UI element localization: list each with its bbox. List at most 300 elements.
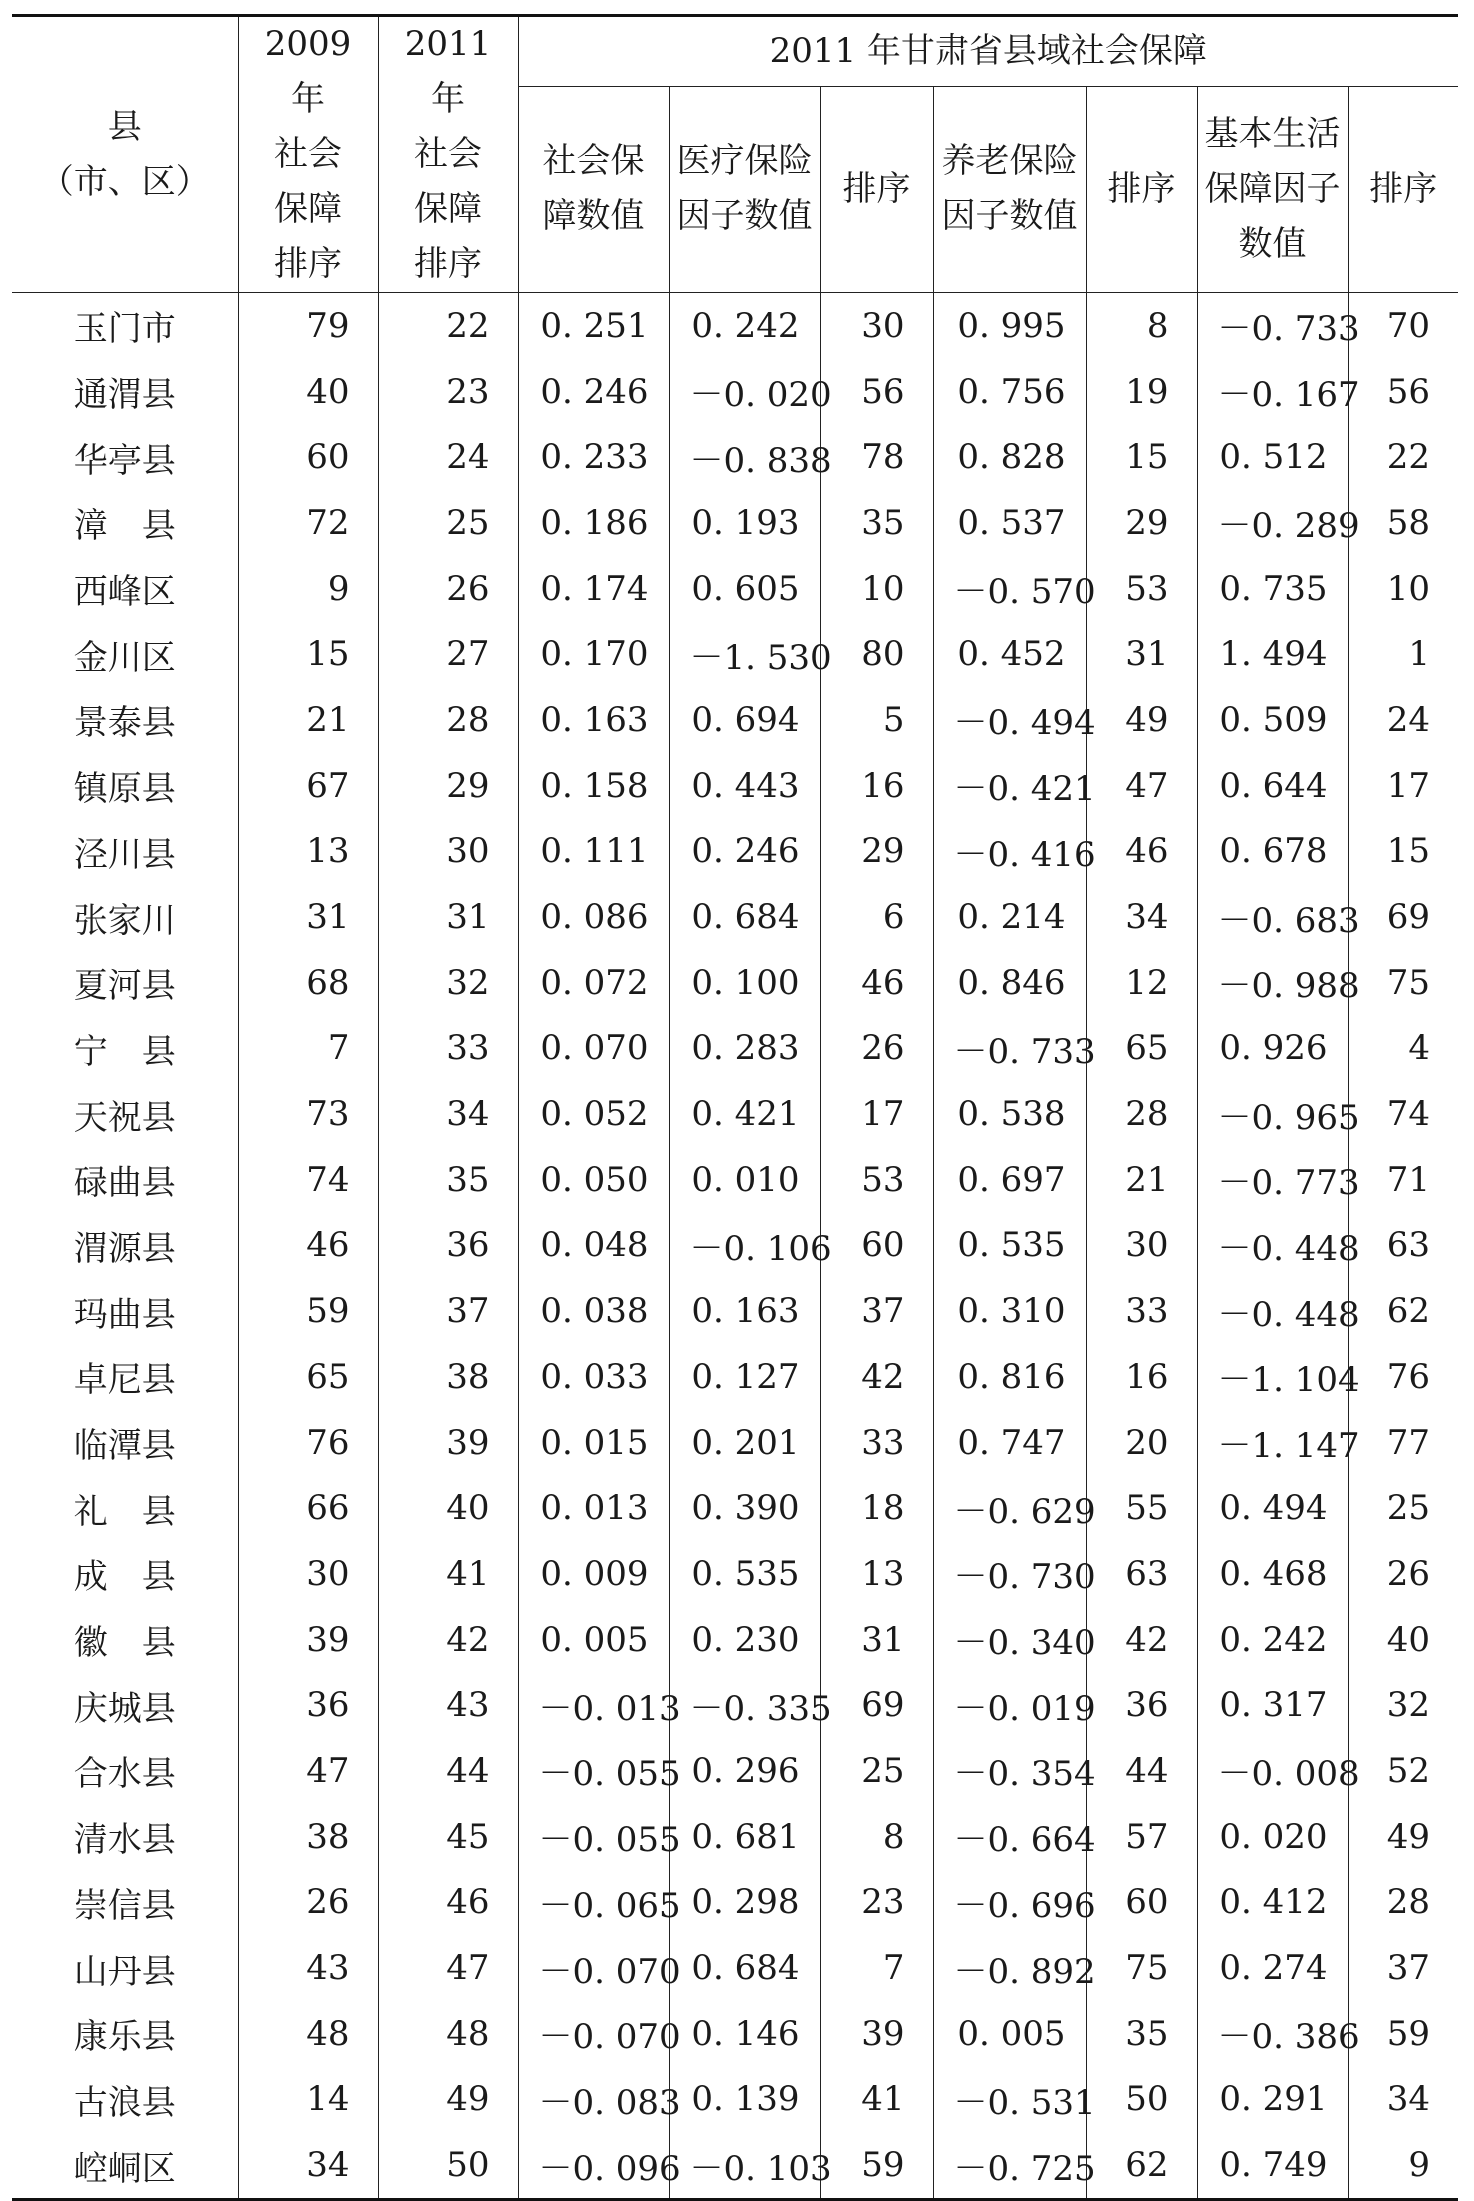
table-row (12, 2132, 1458, 2199)
cell-basic-living-rank: 74 (1348, 1081, 1458, 1147)
cell-pension-factor: －0. 730 (933, 1541, 1086, 1607)
cell-medical-rank: 30 (820, 293, 933, 359)
cell-medical-factor: －0. 335 (669, 1672, 820, 1738)
cell-social-security-value: 0. 005 (518, 1607, 669, 1673)
cell-basic-living-factor: 0. 291 (1197, 2067, 1348, 2133)
table-row (12, 819, 1458, 885)
cell-pension-rank: 8 (1086, 293, 1197, 359)
cell-medical-rank: 8 (820, 1804, 933, 1870)
cell-pension-factor: －0. 494 (933, 687, 1086, 753)
cell-social-security-value: 0. 048 (518, 1213, 669, 1279)
cell-basic-living-rank: 58 (1348, 490, 1458, 556)
cell-social-security-value: 0. 009 (518, 1541, 669, 1607)
cell-rank-2011: 47 (378, 1935, 518, 2001)
cell-basic-living-factor: 0. 509 (1197, 687, 1348, 753)
cell-basic-living-factor: 0. 412 (1197, 1870, 1348, 1936)
cell-medical-rank: 80 (820, 621, 933, 687)
cell-basic-living-factor: 0. 242 (1197, 1607, 1348, 1673)
cell-basic-living-rank: 52 (1348, 1738, 1458, 1804)
cell-pension-factor: 0. 995 (933, 293, 1086, 359)
table-row (12, 1344, 1458, 1410)
cell-medical-factor: 0. 605 (669, 556, 820, 622)
cell-county: 成 县 (12, 1541, 238, 1607)
cell-county: 天祝县 (12, 1081, 238, 1147)
cell-pension-rank: 53 (1086, 556, 1197, 622)
cell-medical-factor: －0. 020 (669, 359, 820, 425)
cell-pension-rank: 35 (1086, 2001, 1197, 2067)
cell-basic-living-factor: 0. 317 (1197, 1672, 1348, 1738)
cell-medical-factor: 0. 010 (669, 1147, 820, 1213)
cell-basic-living-factor: 0. 274 (1197, 1935, 1348, 2001)
cell-basic-living-factor: －0. 289 (1197, 490, 1348, 556)
cell-rank-2011: 22 (378, 293, 518, 359)
cell-basic-living-factor: －0. 683 (1197, 884, 1348, 950)
cell-county: 宁 县 (12, 1016, 238, 1082)
cell-basic-living-rank: 10 (1348, 556, 1458, 622)
cell-rank-2009: 67 (238, 753, 378, 819)
cell-rank-2011: 34 (378, 1081, 518, 1147)
table-row (12, 621, 1458, 687)
cell-basic-living-rank: 28 (1348, 1870, 1458, 1936)
cell-medical-factor: 0. 681 (669, 1804, 820, 1870)
cell-medical-rank: 26 (820, 1016, 933, 1082)
cell-rank-2011: 39 (378, 1410, 518, 1476)
table-row (12, 687, 1458, 753)
cell-pension-factor: －0. 340 (933, 1607, 1086, 1673)
header-basic-living-factor: 基本生活 保障因子 数值 (1197, 86, 1348, 292)
cell-rank-2011: 29 (378, 753, 518, 819)
cell-rank-2009: 74 (238, 1147, 378, 1213)
cell-county: 清水县 (12, 1804, 238, 1870)
table-row (12, 1738, 1458, 1804)
cell-basic-living-rank: 63 (1348, 1213, 1458, 1279)
cell-medical-rank: 25 (820, 1738, 933, 1804)
cell-pension-rank: 47 (1086, 753, 1197, 819)
cell-pension-factor: 0. 816 (933, 1344, 1086, 1410)
header-pension-rank: 排序 (1086, 86, 1197, 292)
cell-basic-living-rank: 1 (1348, 621, 1458, 687)
cell-medical-rank: 16 (820, 753, 933, 819)
cell-basic-living-factor: －0. 448 (1197, 1213, 1348, 1279)
header-county: 县 （市、区） (12, 16, 238, 293)
cell-pension-factor: 0. 537 (933, 490, 1086, 556)
cell-medical-rank: 39 (820, 2001, 933, 2067)
cell-medical-rank: 31 (820, 1607, 933, 1673)
cell-pension-factor: 0. 828 (933, 424, 1086, 490)
cell-basic-living-factor: －0. 386 (1197, 2001, 1348, 2067)
cell-rank-2011: 32 (378, 950, 518, 1016)
cell-pension-rank: 62 (1086, 2132, 1197, 2199)
cell-basic-living-rank: 34 (1348, 2067, 1458, 2133)
cell-basic-living-factor: －0. 965 (1197, 1081, 1348, 1147)
cell-basic-living-rank: 9 (1348, 2132, 1458, 2199)
cell-rank-2011: 37 (378, 1278, 518, 1344)
cell-pension-factor: 0. 846 (933, 950, 1086, 1016)
cell-county: 合水县 (12, 1738, 238, 1804)
cell-rank-2011: 31 (378, 884, 518, 950)
cell-county: 崇信县 (12, 1870, 238, 1936)
cell-basic-living-rank: 25 (1348, 1475, 1458, 1541)
table-row (12, 1016, 1458, 1082)
cell-pension-factor: －0. 570 (933, 556, 1086, 622)
cell-county: 崆峒区 (12, 2132, 238, 2199)
cell-medical-factor: 0. 296 (669, 1738, 820, 1804)
cell-social-security-value: －0. 065 (518, 1870, 669, 1936)
cell-rank-2011: 28 (378, 687, 518, 753)
cell-basic-living-rank: 49 (1348, 1804, 1458, 1870)
cell-medical-rank: 37 (820, 1278, 933, 1344)
cell-social-security-value: －0. 096 (518, 2132, 669, 2199)
cell-basic-living-rank: 62 (1348, 1278, 1458, 1344)
cell-pension-factor: －0. 892 (933, 1935, 1086, 2001)
cell-pension-rank: 28 (1086, 1081, 1197, 1147)
cell-basic-living-factor: －0. 448 (1197, 1278, 1348, 1344)
cell-medical-rank: 29 (820, 819, 933, 885)
cell-rank-2009: 13 (238, 819, 378, 885)
cell-rank-2011: 40 (378, 1475, 518, 1541)
cell-rank-2009: 65 (238, 1344, 378, 1410)
cell-rank-2011: 33 (378, 1016, 518, 1082)
cell-pension-rank: 34 (1086, 884, 1197, 950)
cell-pension-rank: 36 (1086, 1672, 1197, 1738)
cell-basic-living-factor: －0. 988 (1197, 950, 1348, 1016)
cell-medical-rank: 59 (820, 2132, 933, 2199)
cell-rank-2011: 43 (378, 1672, 518, 1738)
cell-county: 漳 县 (12, 490, 238, 556)
table-row (12, 359, 1458, 425)
cell-medical-factor: 0. 201 (669, 1410, 820, 1476)
cell-rank-2011: 44 (378, 1738, 518, 1804)
cell-basic-living-rank: 4 (1348, 1016, 1458, 1082)
table-row (12, 1870, 1458, 1936)
cell-county: 西峰区 (12, 556, 238, 622)
cell-county: 古浪县 (12, 2067, 238, 2133)
cell-pension-rank: 44 (1086, 1738, 1197, 1804)
cell-basic-living-rank: 75 (1348, 950, 1458, 1016)
cell-rank-2009: 48 (238, 2001, 378, 2067)
cell-medical-factor: 0. 298 (669, 1870, 820, 1936)
table-row (12, 1607, 1458, 1673)
cell-rank-2011: 48 (378, 2001, 518, 2067)
cell-medical-rank: 17 (820, 1081, 933, 1147)
cell-pension-rank: 29 (1086, 490, 1197, 556)
cell-medical-rank: 69 (820, 1672, 933, 1738)
table-row (12, 293, 1458, 359)
cell-social-security-value: 0. 070 (518, 1016, 669, 1082)
cell-rank-2009: 30 (238, 1541, 378, 1607)
cell-social-security-value: －0. 083 (518, 2067, 669, 2133)
header-basic-living-rank: 排序 (1348, 86, 1458, 292)
table-row (12, 1475, 1458, 1541)
cell-social-security-value: 0. 246 (518, 359, 669, 425)
cell-medical-factor: 0. 694 (669, 687, 820, 753)
cell-pension-rank: 50 (1086, 2067, 1197, 2133)
table-row (12, 490, 1458, 556)
cell-medical-rank: 46 (820, 950, 933, 1016)
table-row (12, 1147, 1458, 1213)
cell-medical-rank: 35 (820, 490, 933, 556)
cell-rank-2009: 73 (238, 1081, 378, 1147)
cell-medical-factor: 0. 100 (669, 950, 820, 1016)
table-row (12, 1804, 1458, 1870)
header-rank-2009: 2009 年 社会 保障 排序 (238, 16, 378, 293)
cell-pension-rank: 60 (1086, 1870, 1197, 1936)
cell-medical-rank: 78 (820, 424, 933, 490)
header-medical-rank: 排序 (820, 86, 933, 292)
cell-social-security-value: 0. 174 (518, 556, 669, 622)
cell-medical-rank: 53 (820, 1147, 933, 1213)
cell-pension-rank: 21 (1086, 1147, 1197, 1213)
cell-basic-living-rank: 22 (1348, 424, 1458, 490)
cell-county: 镇原县 (12, 753, 238, 819)
cell-pension-factor: 0. 697 (933, 1147, 1086, 1213)
table-row (12, 884, 1458, 950)
cell-pension-rank: 31 (1086, 621, 1197, 687)
table-row (12, 2067, 1458, 2133)
cell-social-security-value: 0. 170 (518, 621, 669, 687)
cell-rank-2009: 43 (238, 1935, 378, 2001)
cell-rank-2011: 45 (378, 1804, 518, 1870)
cell-county: 金川区 (12, 621, 238, 687)
cell-pension-rank: 12 (1086, 950, 1197, 1016)
cell-pension-factor: －0. 696 (933, 1870, 1086, 1936)
cell-basic-living-factor: －0. 773 (1197, 1147, 1348, 1213)
cell-medical-factor: －0. 838 (669, 424, 820, 490)
table-row (12, 2001, 1458, 2067)
cell-basic-living-rank: 24 (1348, 687, 1458, 753)
cell-rank-2009: 7 (238, 1016, 378, 1082)
cell-rank-2011: 46 (378, 1870, 518, 1936)
table-row (12, 1278, 1458, 1344)
cell-pension-factor: 0. 747 (933, 1410, 1086, 1476)
cell-pension-rank: 33 (1086, 1278, 1197, 1344)
cell-social-security-value: －0. 055 (518, 1738, 669, 1804)
cell-basic-living-factor: －1. 104 (1197, 1344, 1348, 1410)
cell-pension-factor: －0. 354 (933, 1738, 1086, 1804)
cell-medical-factor: 0. 139 (669, 2067, 820, 2133)
header-group-title: 2011 年甘肃省县域社会保障 (518, 16, 1458, 87)
cell-rank-2011: 50 (378, 2132, 518, 2199)
table-row (12, 1541, 1458, 1607)
table-row (12, 1935, 1458, 2001)
cell-pension-rank: 42 (1086, 1607, 1197, 1673)
cell-rank-2011: 42 (378, 1607, 518, 1673)
cell-rank-2009: 36 (238, 1672, 378, 1738)
cell-pension-factor: －0. 725 (933, 2132, 1086, 2199)
cell-county: 玉门市 (12, 293, 238, 359)
cell-basic-living-rank: 59 (1348, 2001, 1458, 2067)
cell-rank-2009: 66 (238, 1475, 378, 1541)
table-row (12, 753, 1458, 819)
cell-rank-2009: 39 (238, 1607, 378, 1673)
cell-pension-rank: 15 (1086, 424, 1197, 490)
cell-rank-2009: 40 (238, 359, 378, 425)
cell-rank-2009: 59 (238, 1278, 378, 1344)
cell-basic-living-rank: 56 (1348, 359, 1458, 425)
table-row (12, 1213, 1458, 1279)
cell-county: 通渭县 (12, 359, 238, 425)
cell-rank-2011: 36 (378, 1213, 518, 1279)
cell-county: 碌曲县 (12, 1147, 238, 1213)
cell-rank-2011: 26 (378, 556, 518, 622)
cell-county: 夏河县 (12, 950, 238, 1016)
table-row (12, 1672, 1458, 1738)
cell-medical-factor: 0. 443 (669, 753, 820, 819)
cell-rank-2011: 38 (378, 1344, 518, 1410)
header-social-security-value: 社会保 障数值 (518, 86, 669, 292)
cell-basic-living-factor: －0. 733 (1197, 293, 1348, 359)
cell-basic-living-factor: －1. 147 (1197, 1410, 1348, 1476)
cell-basic-living-rank: 40 (1348, 1607, 1458, 1673)
cell-basic-living-factor: 0. 749 (1197, 2132, 1348, 2199)
cell-medical-rank: 13 (820, 1541, 933, 1607)
cell-pension-rank: 46 (1086, 819, 1197, 885)
cell-pension-rank: 30 (1086, 1213, 1197, 1279)
cell-pension-factor: －0. 531 (933, 2067, 1086, 2133)
cell-medical-factor: 0. 684 (669, 1935, 820, 2001)
cell-rank-2009: 38 (238, 1804, 378, 1870)
cell-medical-rank: 23 (820, 1870, 933, 1936)
cell-social-security-value: 0. 158 (518, 753, 669, 819)
cell-basic-living-rank: 26 (1348, 1541, 1458, 1607)
cell-social-security-value: 0. 052 (518, 1081, 669, 1147)
cell-medical-factor: 0. 163 (669, 1278, 820, 1344)
cell-pension-factor: 0. 005 (933, 2001, 1086, 2067)
cell-medical-factor: 0. 127 (669, 1344, 820, 1410)
cell-county: 张家川 (12, 884, 238, 950)
cell-pension-rank: 57 (1086, 1804, 1197, 1870)
cell-pension-rank: 75 (1086, 1935, 1197, 2001)
cell-pension-rank: 55 (1086, 1475, 1197, 1541)
cell-rank-2009: 31 (238, 884, 378, 950)
cell-basic-living-factor: 0. 926 (1197, 1016, 1348, 1082)
cell-medical-factor: －0. 103 (669, 2132, 820, 2199)
cell-rank-2009: 34 (238, 2132, 378, 2199)
cell-basic-living-factor: －0. 167 (1197, 359, 1348, 425)
cell-rank-2009: 79 (238, 293, 378, 359)
cell-medical-factor: －1. 530 (669, 621, 820, 687)
cell-medical-factor: 0. 390 (669, 1475, 820, 1541)
cell-county: 景泰县 (12, 687, 238, 753)
cell-medical-factor: －0. 106 (669, 1213, 820, 1279)
cell-county: 庆城县 (12, 1672, 238, 1738)
cell-social-security-value: －0. 070 (518, 2001, 669, 2067)
cell-rank-2009: 47 (238, 1738, 378, 1804)
cell-county: 山丹县 (12, 1935, 238, 2001)
cell-social-security-value: 0. 233 (518, 424, 669, 490)
cell-rank-2009: 68 (238, 950, 378, 1016)
table-row (12, 556, 1458, 622)
social-security-table (12, 14, 1458, 2201)
cell-social-security-value: 0. 038 (518, 1278, 669, 1344)
cell-social-security-value: －0. 013 (518, 1672, 669, 1738)
cell-basic-living-factor: 0. 678 (1197, 819, 1348, 885)
cell-social-security-value: 0. 186 (518, 490, 669, 556)
cell-social-security-value: －0. 070 (518, 1935, 669, 2001)
cell-pension-factor: －0. 421 (933, 753, 1086, 819)
cell-rank-2011: 25 (378, 490, 518, 556)
cell-pension-factor: 0. 538 (933, 1081, 1086, 1147)
cell-county: 礼 县 (12, 1475, 238, 1541)
cell-basic-living-factor: 1. 494 (1197, 621, 1348, 687)
cell-social-security-value: －0. 055 (518, 1804, 669, 1870)
cell-basic-living-rank: 71 (1348, 1147, 1458, 1213)
cell-pension-factor: －0. 664 (933, 1804, 1086, 1870)
cell-medical-factor: 0. 230 (669, 1607, 820, 1673)
cell-social-security-value: 0. 086 (518, 884, 669, 950)
header-pension-insurance-factor: 养老保险 因子数值 (933, 86, 1086, 292)
cell-pension-factor: －0. 019 (933, 1672, 1086, 1738)
cell-basic-living-factor: 0. 735 (1197, 556, 1348, 622)
cell-pension-rank: 49 (1086, 687, 1197, 753)
cell-medical-factor: 0. 242 (669, 293, 820, 359)
cell-rank-2011: 35 (378, 1147, 518, 1213)
cell-rank-2011: 49 (378, 2067, 518, 2133)
cell-medical-rank: 7 (820, 1935, 933, 2001)
cell-medical-rank: 5 (820, 687, 933, 753)
cell-county: 泾川县 (12, 819, 238, 885)
cell-basic-living-rank: 77 (1348, 1410, 1458, 1476)
cell-social-security-value: 0. 111 (518, 819, 669, 885)
cell-medical-factor: 0. 146 (669, 2001, 820, 2067)
table-row (12, 1410, 1458, 1476)
cell-basic-living-factor: 0. 020 (1197, 1804, 1348, 1870)
cell-medical-factor: 0. 684 (669, 884, 820, 950)
cell-rank-2009: 76 (238, 1410, 378, 1476)
table-row (12, 1081, 1458, 1147)
cell-basic-living-rank: 76 (1348, 1344, 1458, 1410)
table-body (12, 293, 1458, 2200)
cell-basic-living-factor: 0. 468 (1197, 1541, 1348, 1607)
cell-social-security-value: 0. 251 (518, 293, 669, 359)
cell-county: 玛曲县 (12, 1278, 238, 1344)
cell-pension-factor: －0. 733 (933, 1016, 1086, 1082)
cell-pension-factor: 0. 214 (933, 884, 1086, 950)
cell-social-security-value: 0. 072 (518, 950, 669, 1016)
cell-medical-factor: 0. 421 (669, 1081, 820, 1147)
cell-basic-living-rank: 15 (1348, 819, 1458, 885)
cell-social-security-value: 0. 163 (518, 687, 669, 753)
cell-basic-living-factor: 0. 512 (1197, 424, 1348, 490)
cell-county: 华亭县 (12, 424, 238, 490)
cell-rank-2011: 41 (378, 1541, 518, 1607)
cell-pension-rank: 19 (1086, 359, 1197, 425)
cell-rank-2009: 46 (238, 1213, 378, 1279)
table-row (12, 950, 1458, 1016)
cell-basic-living-rank: 37 (1348, 1935, 1458, 2001)
cell-pension-rank: 20 (1086, 1410, 1197, 1476)
cell-pension-factor: －0. 629 (933, 1475, 1086, 1541)
cell-rank-2009: 72 (238, 490, 378, 556)
cell-county: 临潭县 (12, 1410, 238, 1476)
cell-pension-factor: 0. 310 (933, 1278, 1086, 1344)
cell-social-security-value: 0. 050 (518, 1147, 669, 1213)
cell-basic-living-factor: 0. 494 (1197, 1475, 1348, 1541)
cell-medical-rank: 60 (820, 1213, 933, 1279)
header-medical-insurance-factor: 医疗保险 因子数值 (669, 86, 820, 292)
cell-pension-factor: 0. 756 (933, 359, 1086, 425)
cell-medical-factor: 0. 246 (669, 819, 820, 885)
cell-medical-rank: 56 (820, 359, 933, 425)
cell-basic-living-factor: －0. 008 (1197, 1738, 1348, 1804)
cell-rank-2009: 26 (238, 1870, 378, 1936)
cell-rank-2011: 24 (378, 424, 518, 490)
cell-medical-rank: 41 (820, 2067, 933, 2133)
header-rank-2011: 2011 年 社会 保障 排序 (378, 16, 518, 293)
cell-rank-2009: 15 (238, 621, 378, 687)
cell-rank-2011: 23 (378, 359, 518, 425)
cell-pension-factor: －0. 416 (933, 819, 1086, 885)
